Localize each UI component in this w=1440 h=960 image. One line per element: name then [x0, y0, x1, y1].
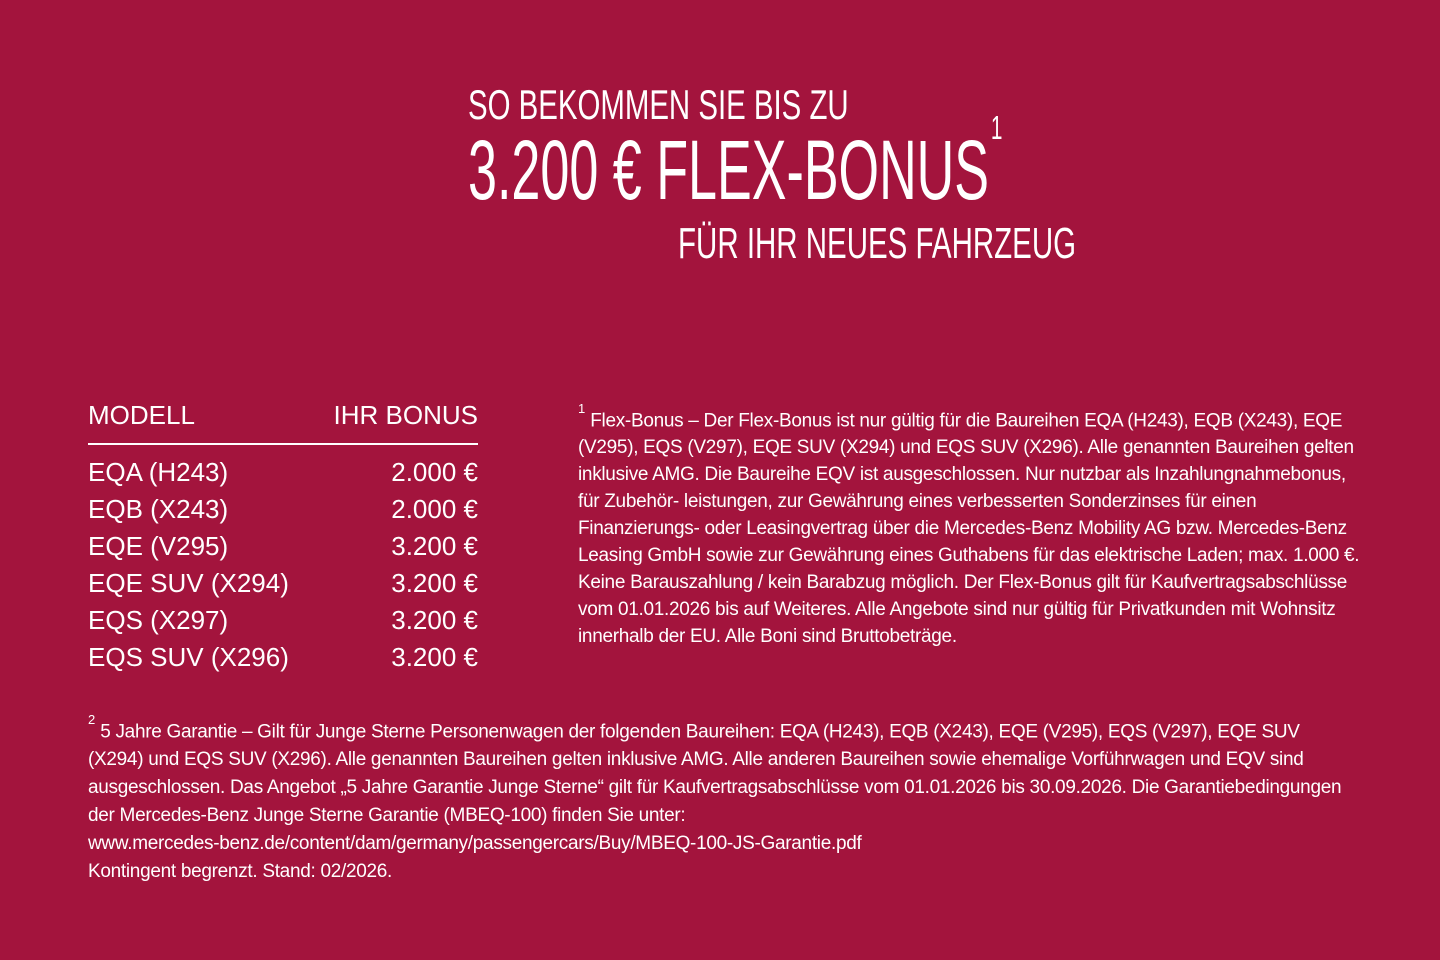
footnote-garantie-text: 5 Jahre Garantie – Gilt für Junge Sterne Personenwagen der folgenden Baureihen: EQA (H243), EQB (X243), EQE (V295), EQS (V297), EQE SUV (X294) und EQS SUV (X296). Alle genannten Baureihen gelten inklusive AMG. Alle anderen Baureihen sowie ehemalige Vorführwagen und EQV sind ausgeschlossen. Das Angebot „5 Jahre Garantie Junge Sterne“ gilt für Kaufvertragsabschlüsse vom 01.01.2026 bis 30.09.2026. Die Garantiebedingungen der Mercedes-Benz Junge Sterne Garantie (MBEQ-100) finden Sie unter: [88, 721, 1342, 827]
bonus-cell: 2.000 € [391, 494, 478, 524]
bonus-cell: 3.200 € [391, 531, 478, 561]
headline-subline [468, 219, 1076, 268]
table-row [88, 454, 478, 491]
table-row [88, 565, 478, 602]
bonus-cell: 3.200 € [391, 642, 478, 672]
table-body [88, 454, 478, 676]
table-row [88, 639, 478, 676]
footnote-flex-bonus [578, 401, 1360, 650]
headline [468, 81, 1076, 268]
footnote-marker-2: 2 [88, 712, 96, 727]
bonus-table [88, 402, 478, 676]
footnote-garantie-text-block [88, 712, 1354, 830]
headline-kicker [468, 81, 1076, 128]
table-header-model: MODELL [88, 400, 195, 430]
bonus-cell: 3.200 € [391, 605, 478, 635]
model-cell: EQE (V295) [88, 531, 229, 561]
headline-main [468, 109, 1076, 217]
model-cell: EQS SUV (X296) [88, 642, 289, 672]
garantie-terms-url: www.mercedes-benz.de/content/dam/germany/passengercars/Buy/MBEQ-100-JS-Garantie.pdf [88, 833, 862, 855]
table-header-bonus: IHR BONUS [333, 400, 478, 430]
footnote-flex-bonus-text: Flex-Bonus – Der Flex-Bonus ist nur gültig für die Baureihen EQA (H243), EQB (X243), EQE (V295), EQS (V297), EQE SUV (X294) und EQS SUV (X296). Alle genannten Baureihen gelten inklusive AMG. Die Baureihe EQV ist ausgeschlossen. Nur nutzbar als Inzahlungnahmebonus, für Zubehör- leistungen, zur Gewährung eines verbesserten Sonderzinses für einen Finanzierungs- oder Leasingvertrag über die Mercedes-Benz Mobility AG bzw. Mercedes-Benz Leasing GmbH sowie zur Gewährung eines Guthabens für das elektrische Laden; max. 1.000 €. Keine Barauszahlung / kein Barabzug möglich. Der Flex-Bonus gilt für Kaufvertragsabschlüsse vom 01.01.2026 bis auf Weiteres. Alle Angebote sind nur gültig für Privatkunden mit Wohnsitz innerhalb der EU. Alle Boni sind Bruttobeträge. [578, 410, 1360, 648]
model-cell: EQE SUV (X294) [88, 568, 289, 598]
footnote-marker-1: 1 [578, 401, 586, 416]
table-row [88, 528, 478, 565]
bonus-cell: 3.200 € [391, 568, 478, 598]
bonus-cell: 2.000 € [391, 457, 478, 487]
table-divider [88, 443, 478, 445]
table-header-row [88, 402, 478, 428]
headline-kicker-text: SO BEKOMMEN SIE BIS ZU [468, 81, 849, 128]
model-cell: EQA (H243) [88, 457, 229, 487]
model-cell: EQS (X297) [88, 605, 229, 635]
headline-main-text: 3.200 € FLEX-BONUS [468, 123, 990, 217]
table-row [88, 602, 478, 639]
status-line: Kontingent begrenzt. Stand: 02/2026. [88, 861, 392, 883]
footnote-garantie [88, 712, 1354, 886]
model-cell: EQB (X243) [88, 494, 229, 524]
headline-footnote-marker: 1 [990, 109, 1003, 147]
table-row [88, 491, 478, 528]
headline-subline-text: FÜR IHR NEUES FAHRZEUG [677, 219, 1076, 268]
